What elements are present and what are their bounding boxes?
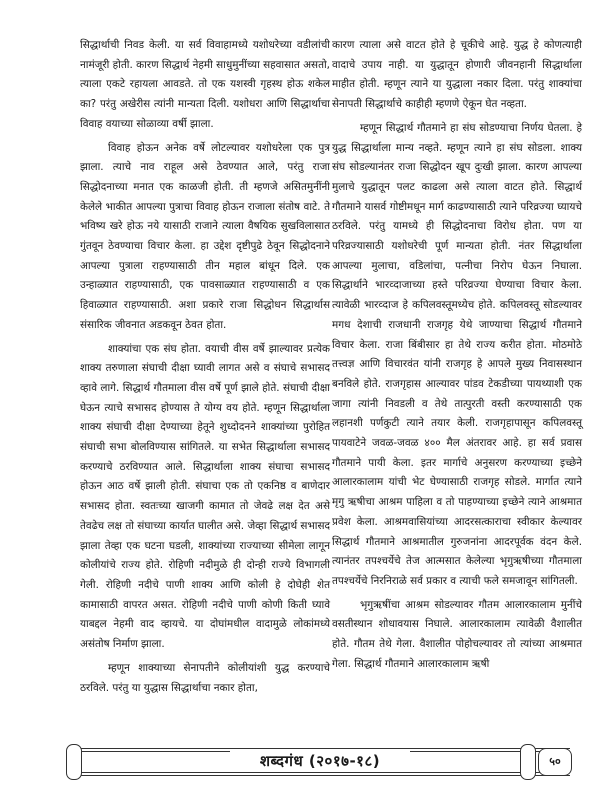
paragraph: शाक्यांचा एक संघ होता. वयाची वीस वर्षे झाल्यावर प्रत्येक शाक्य तरुणाला संघाची दीक्षा घ्यावी लागत असे व संघाचे सभासद व्हावे लागे. सिद्धार्थ गौतमाला वीस वर्षे पूर्ण झाले होते. संघाची दीक्षा घेऊन त्याचे सभासद होण्यास ते योग्य वय होते. म्हणून सिद्धार्थाला शाक्य संघाची दीक्षा देण्याच्या हेतूने शुध्दोदनने शाक्यांच्या पुरोहित संघाची सभा बोलविण्यास सांगितले. या सभेत सिद्धार्थाला सभासद करण्याचे ठरविण्यात आले. सिद्धार्थाला शाक्य संघाचा सभासद होऊन आठ वर्षे झाली होती. संघाचा एक तो एकनिष्ठ व बाणेदार सभासद होता. स्वतःच्या खाजगी कामात तो जेवढे लक्ष देत असे तेवढेच लक्ष तो संघाच्या कार्यात घालीत असे. जेव्हा सिद्धार्थ सभासद झाला तेव्हा एक घटना घडली, शाक्यांच्या राज्याच्या सीमेला लागून कोलीयांचे राज्य होते. रोहिणी नदीमुळे ही दोन्ही राज्ये विभागली गेली. रोहिणी नदीचे पाणी शाक्य आणि कोली हे दोघेही शेत कामासाठी वापरत असत. रोहिणी नदीचे पाणी कोणी किती घ्यावे याबद्दल नेहमी वाद व्हायचे. या दोघांमधील वादामुळे लोकांमध्ये असंतोष निर्माण झाला. — [80, 342, 330, 651]
paragraph: सिद्धार्थाची निवड केली. या सर्व विवाहामध्ये यशोधरेच्या वडीलांची नामंजूरी होती. कारण सिद्धार्थ नेहमी साधुमुनींच्या सहवासात असतो, त्याला एकटे रहायला आवडते. तो एक यशस्वी गृहस्थ होऊ शकेल का? परंतु अखेरीस त्यांनी मान्यता दिली. यशोधरा आणि सिद्धार्थाचा विवाह वयाच्या सोळाव्या वर्षी झाला. — [80, 39, 330, 130]
paragraph: म्हणून शाक्याच्या सेनापतीने कोलीयांशी युद्ध करण्याचे ठरविले. परंतु या युद्धास सिद्धार्थाचा नकार होता, — [80, 661, 330, 694]
publication-title: शब्दगंध (२०१७-१८) — [230, 751, 410, 771]
footer-rule — [70, 772, 570, 773]
paragraph: कारण त्याला असे वाटत होते हे चूकीचे आहे. युद्ध हे कोणत्याही वादाचे उपाय नाही. या युद्धातून होणारी जीवनहानी सिद्धार्थाला माहीत होती. म्हणून त्याने या युद्धाला नकार दिला. परंतु शाक्यांचा सेनापती सिद्धार्थाचे काहीही म्हणणे ऐकून घेत नव्हता. — [332, 39, 582, 111]
paragraph: विवाह होऊन अनेक वर्षे लोटल्यावर यशोधरेला एक पुत्र झाला. त्याचे नाव राहूल असे ठेवण्यात आले, परंतु राजा सिद्धोदनाच्या मनात एक काळजी होती. ती म्हणजे असितमुनींनी केलेले भाकीत आपल्या पुत्राचा विवाह होऊन राजाला संतोष वाटे. ते भविष्य खरे होऊ नये यासाठी राजाने त्याला वैषयिक सुखविलासात गुंतवून ठेवण्याचा विचार केला. हा उद्देश दृष्टीपुढे ठेवून सिद्धोदनाने आपल्या पुत्राला राहण्यासाठी तीन महाल बांधून दिले. एक उन्हाळ्यात राहण्यासाठी, एक पावसाळ्यात राहण्यासाठी व एक हिवाळ्यात राहण्यासाठी. अशा प्रकारे राजा सिद्धोधन सिद्धार्थास संसारिक जीवनात अडकवून ठेवत होता. — [80, 141, 330, 331]
left-text-column — [80, 36, 330, 702]
scroll-ornament-right — [520, 744, 536, 780]
footer-rule — [70, 748, 570, 749]
footer-rule — [70, 775, 570, 776]
paragraph: म्हणून सिद्धार्थ गौतमाने हा संघ सोडण्याचा निर्णय घेतला. हे युद्ध सिद्धार्थाला मान्य नव्हते. म्हणून त्याने हा संघ सोडला. शाक्य संघ सोडल्यानंतर राजा सिद्धोदन खूप दुःखी झाला. कारण आपल्या मुलाचे युद्धातून पलट काढला असे त्याला वाटत होते. सिद्धार्थ गौतमाने यासर्व गोष्टीमधून मार्ग काढण्यासाठी त्याने परिव्रज्या घ्यायचे ठरविले. परंतु यामध्ये ही सिद्धोदनाचा विरोध होता. पण या परिव्रज्यासाठी यशोधरेची पूर्ण मान्यता होती. नंतर सिद्धार्थाला आपल्या मुलाचा, वडिलांचा, पत्नीचा निरोप घेऊन निघाला. सिद्धार्थाने भारव्दाजाच्या हस्ते परिव्रज्या घेण्याचा विचार केला. त्यावेळी भारव्दाज हे कपिलवस्तूमध्येच होते. कपिलवस्तू सोडल्यावर मगध देशाची राजधानी राजगृह येथे जाण्याचा सिद्धार्थ गौतमाने विचार केला. राजा बिंबीसार हा तेथे राज्य करीत होता. मोठमोठे तत्त्वज्ञ आणि विचारवंत यांनी राजगृह हे आपले मुख्य निवासस्थान बनविले होते. राजगृहास आल्यावर पांडव टेकडीच्या पायथ्याशी एक जागा त्यांनी निवडली व तेथे तात्पुरती वस्ती करण्यासाठी एक लहानशी पर्णकुटी त्याने तयार केली. राजगृहापासून कपिलवस्तू पायवाटेने जवळ-जवळ ४०० मैल अंतरावर आहे. हा सर्व प्रवास गौतमाने पायी केला. इतर मार्गाचे अनुसरण करण्याच्या इच्छेने आलारकालाम यांची भेट घेण्यासाठी राजगृह सोडले. मार्गात त्याने मृगु ऋषीचा आश्रम पाहिला व तो पाहण्याच्या इच्छेने त्याने आश्रमात प्रवेश केला. आश्रमवासियांच्या आदरसत्काराचा स्वीकार केल्यावर सिद्धार्थ गौतमाने आश्रमातील गुरुजनांना आदरपूर्वक वंदन केले. त्यानंतर तपश्चर्येचे तेज आत्मसात केलेल्या भृगुऋषीच्या गौतमाला तपश्चर्येचे निरनिराळे सर्व प्रकार व त्याची फले समजावून सांगितली. — [332, 121, 582, 587]
scroll-ornament-left — [66, 744, 82, 780]
footer-banner — [70, 744, 570, 778]
page-number: ५० — [538, 748, 572, 776]
right-text-column — [332, 36, 582, 679]
paragraph: भृगुऋषींचा आश्रम सोडल्यावर गौतम आलारकालाम मुनींचे वसतीस्थान शोधावयास निघाले. आलारकालाम त्यावेळी वैशालीत होते. गौतम तेथे गेला. वैशालीत पोहोचल्यावर तो त्यांच्या आश्रमात गेला. सिद्धार्थ गौतमाने आलारकालाम ऋषी — [332, 598, 582, 670]
